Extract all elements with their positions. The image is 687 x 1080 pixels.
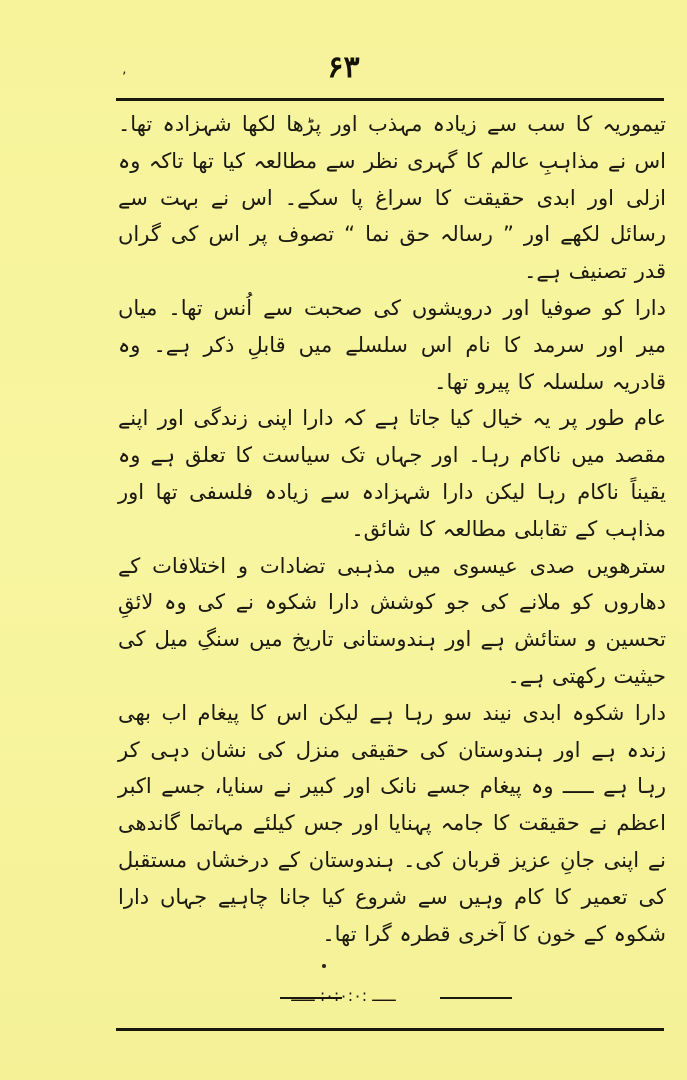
end-ornament <box>0 986 687 1010</box>
body-text <box>118 106 666 952</box>
ornament-text: ـــــ :۰:۰:۰: ـــــ <box>291 986 396 1005</box>
paragraph-3: عام طور پر یہ خیال کیا جاتا ہے کہ دارا اپنی زندگی اور اپنے مقصد میں ناکام رہا۔ اور جہاں تک سیاست کا تعلق ہے وہ یقیناً ناکام رہا لیکن دارا شہزادہ سے زیادہ فلسفی تھا اور مذاہب کے تقابلی مطالعہ کا شائق۔ <box>118 406 666 541</box>
paragraph-4: سترھویں صدی عیسوی میں مذہبی تضادات و اختلافات کے دھاروں کو ملانے کی جو کوشش دارا شکوہ نے کی وہ لائقِ تحسین و ستائش ہے اور ہندوستانی تاریخ میں سنگِ میل کی حیثیت رکھتی ہے۔ <box>118 553 666 688</box>
bottom-rule <box>116 1028 664 1031</box>
margin-mark: ’ <box>122 70 127 86</box>
dot-mark <box>322 964 326 968</box>
top-rule <box>116 98 664 101</box>
paragraph-2: دارا کو صوفیا اور درویشوں کی صحبت سے اُنس تھا۔ میاں میر اور سرمد کا نام اس سلسلے میں قابلِ ذکر ہے۔ وہ قادریہ سلسلہ کا پیرو تھا۔ <box>118 295 666 394</box>
paragraph-5: دارا شکوہ ابدی نیند سو رہا ہے لیکن اس کا پیغام اب بھی زندہ ہے اور ہندوستان کی حقیقی منزل کی نشان دہی کر رہا ہے ـــــ وہ پیغام جسے نانک اور کبیر نے سنایا، جسے اکبر اعظم نے حقیقت کا جامہ پہنایا اور جس کیلئے مہاتما گاندھی نے اپنی جانِ عزیز قربان کی۔ ہندوستان کے درخشاں مستقبل کی تعمیر کا کام وہیں سے شروع کیا جانا چاہیے جہاں دارا شکوہ کے خون کا آخری قطرہ گرا تھا۔ <box>118 700 666 946</box>
paragraph-1: تیموریہ کا سب سے زیادہ مہذب اور پڑھا لکھا شہزادہ تھا۔ اس نے مذاہبِ عالم کا گہری نظر سے مطالعہ کیا تھا تاکہ وہ ازلی اور ابدی حقیقت کا سراغ پا سکے۔ اس نے بہت سے رسائل لکھے اور ” رسالہ حق نما “ تصوف پر اس کی گراں قدر تصنیف ہے۔ <box>118 112 666 284</box>
page-number: ۶۳ <box>327 50 360 85</box>
